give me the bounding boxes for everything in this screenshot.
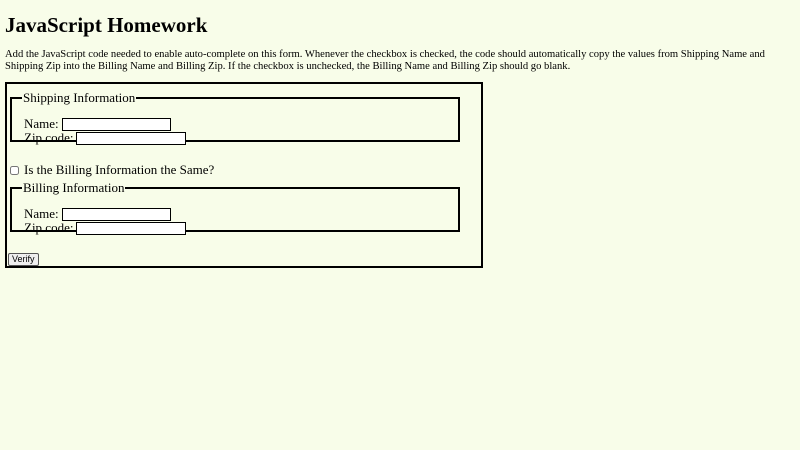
same-info-row: [10, 162, 214, 177]
billing-name-row: [24, 206, 171, 221]
billing-fieldset: [10, 180, 460, 236]
shipping-legend: Shipping Information: [23, 90, 136, 105]
shipping-name-row: [24, 116, 171, 131]
billing-zip-row: [24, 220, 186, 235]
shipping-zip-row: [24, 130, 186, 145]
verify-button[interactable]: Verify: [8, 253, 39, 266]
billing-name-label: Name:: [24, 206, 59, 222]
same-info-checkbox[interactable]: [10, 166, 19, 175]
shipping-name-label: Name:: [24, 116, 59, 132]
shipping-zip-label: Zip code:: [24, 130, 74, 146]
page-title: JavaScript Homework: [5, 13, 208, 37]
same-info-label: Is the Billing Information the Same?: [24, 162, 215, 178]
billing-legend: Billing Information: [23, 180, 125, 195]
instructions-text: Add the JavaScript code needed to enable auto-complete on this form. Whenever the checkbox is checked, the code should automatically copy the values from Shipping Name and Shipping Zip into the Billing Name and Billing Zip. If the checkbox is unchecked, the Billing Name and Billing Zip should go blank.: [5, 49, 765, 72]
billing-zip-label: Zip code:: [24, 220, 74, 236]
shipping-fieldset: [10, 90, 460, 146]
shipping-name-input[interactable]: [62, 118, 171, 131]
billing-name-input[interactable]: [62, 208, 171, 221]
billing-zip-input[interactable]: [76, 222, 186, 235]
shipping-zip-input[interactable]: [76, 132, 186, 145]
homework-form: [5, 82, 483, 268]
